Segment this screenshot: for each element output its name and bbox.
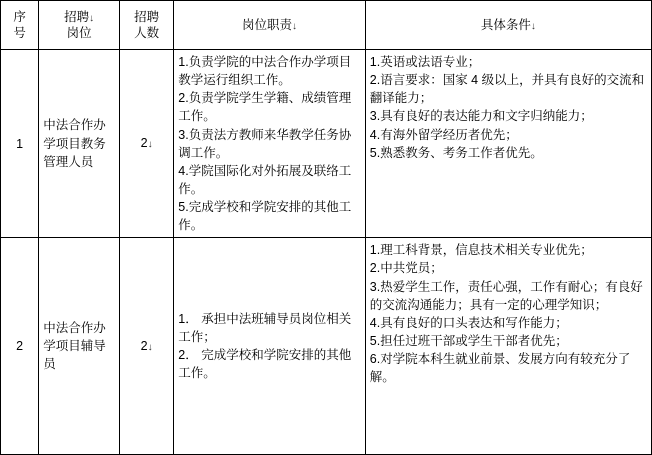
paragraph-mark-icon: ↓ xyxy=(292,20,298,32)
row2-req-item: 1.理工科背景，信息技术相关专业优先； xyxy=(369,243,593,258)
row1-count: 2↓ xyxy=(119,50,173,238)
header-seq-line1: 序 xyxy=(13,9,26,24)
header-req-line1: 具体条件↓ xyxy=(480,17,536,32)
row2-count: 2↓ xyxy=(119,238,173,455)
header-count-line2: 人数 xyxy=(134,26,160,40)
row1-duty-item: 1.负责学院的中法合作办学项目教学运行组织工作。 xyxy=(178,55,352,88)
header-count-line1: 招聘 xyxy=(134,9,160,24)
header-post-line1: 招聘↓ xyxy=(64,9,95,24)
table-header-row xyxy=(1,1,652,50)
table-body xyxy=(1,50,652,455)
row2-req-item: 4.具有良好的口头表达和写作能力； xyxy=(369,315,568,330)
row2-req-item: 3.热爱学生工作，责任心强，工作有耐心；有良好的交流沟通能力；具有一定的心理学知识； xyxy=(369,279,643,312)
paragraph-mark-icon: ↓ xyxy=(147,342,153,353)
row1-duty-item: 5.完成学校和学院安排的其他工作。 xyxy=(178,200,352,233)
row2-duties xyxy=(174,238,365,455)
row1-req-item: 3.具有良好的表达能力和文字归纳能力； xyxy=(369,109,593,124)
row2-duty-item: 1． 承担中法班辅导员岗位相关工作； xyxy=(178,312,352,345)
row1-duty-item: 4.学院国际化对外拓展及联络工作。 xyxy=(178,163,352,196)
paragraph-mark-icon: ↓ xyxy=(147,139,153,151)
header-cell-duty xyxy=(174,1,365,50)
row1-req-item: 2.语言要求：国家 4 级以上，并具有良好的交流和翻译能力； xyxy=(369,73,645,106)
row1-req-item: 4.有海外留学经历者优先； xyxy=(369,127,518,142)
header-cell-seq xyxy=(1,1,39,50)
row1-duty-item: 3.负责法方教师来华教学任务协调工作。 xyxy=(178,127,352,160)
header-post-line2: 岗位 xyxy=(66,26,92,40)
paragraph-mark-icon: ↓ xyxy=(530,20,536,32)
row2-req-item: 6.对学院本科生就业前景、发展方向有较充分了解。 xyxy=(369,352,631,385)
row2-duty-item: 2． 完成学校和学院安排的其他工作。 xyxy=(178,348,352,381)
row1-seq: 1 xyxy=(1,50,39,238)
header-duty-line1: 岗位职责↓ xyxy=(242,17,298,32)
table-header xyxy=(1,1,652,50)
header-cell-requirements xyxy=(365,1,651,50)
row1-req-item: 5.熟悉教务、考务工作者优先。 xyxy=(369,145,543,160)
row2-req-item: 2.中共党员； xyxy=(369,261,443,276)
header-cell-count xyxy=(119,1,173,50)
row2-seq: 2 xyxy=(1,238,39,455)
table-row xyxy=(1,50,652,238)
table-row xyxy=(1,238,652,455)
row2-req-item: 5.担任过班干部或学生干部者优先； xyxy=(369,333,568,348)
row2-post: 中法合作办学项目辅导员 xyxy=(39,238,120,455)
row1-req-item: 1.英语或法语专业； xyxy=(369,55,481,69)
row1-requirements xyxy=(365,50,651,238)
row1-duties xyxy=(174,50,365,238)
row1-post: 中法合作办学项目教务管理人员 xyxy=(39,50,120,238)
header-cell-post xyxy=(39,1,120,50)
header-seq-line2: 号 xyxy=(13,26,26,40)
paragraph-mark-icon: ↓ xyxy=(89,12,95,24)
row1-duty-item: 2.负责学院学生学籍、成绩管理工作。 xyxy=(178,91,352,124)
row2-requirements xyxy=(365,238,651,455)
